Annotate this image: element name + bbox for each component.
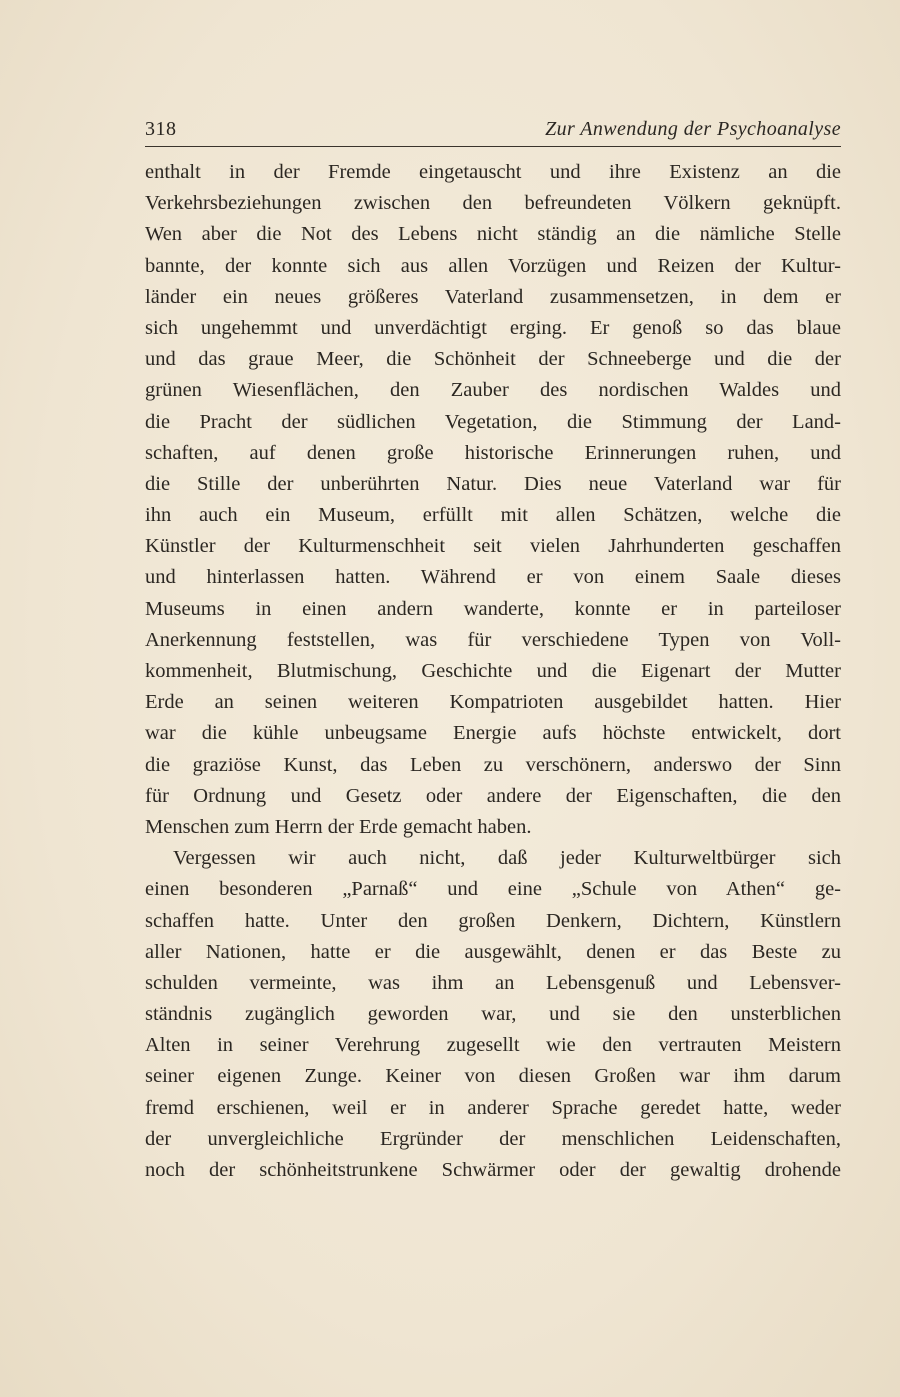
text-line: ständnis zugänglich geworden war, und sie den unsterblichen [145, 1003, 841, 1026]
text-line: seiner eigenen Zunge. Keiner von diesen Großen war ihm darum [145, 1065, 841, 1088]
text-line: die graziöse Kunst, das Leben zu verschönern, anderswo der Sinn [145, 753, 841, 776]
text-line: einen besonderen „Parnaß“ und eine „Schule von Athen“ ge- [145, 878, 841, 901]
text-line: enthalt in der Fremde eingetauscht und ihre Existenz an die [145, 161, 841, 183]
text-line: länder ein neues größeres Vaterland zusammensetzen, in dem er [145, 285, 841, 308]
text-line: der unvergleichliche Ergründer der menschlichen Leidenschaften, [145, 1127, 841, 1150]
text-line: fremd erschienen, weil er in anderer Sprache geredet hatte, weder [145, 1096, 841, 1119]
text-line: bannte, der konnte sich aus allen Vorzügen und Reizen der Kultur- [145, 254, 841, 277]
text-line: Verkehrsbeziehungen zwischen den befreundeten Völkern geknüpft. [145, 192, 841, 215]
text-line: Wen aber die Not des Lebens nicht ständig an die nämliche Stelle [145, 223, 841, 246]
running-head [145, 116, 841, 147]
text-line: Anerkennung feststellen, was für verschiedene Typen von Voll- [145, 628, 841, 651]
text-line: ihn auch ein Museum, erfüllt mit allen Schätzen, welche die [145, 504, 841, 527]
text-line: schaffen hatte. Unter den großen Denkern, Dichtern, Künstlern [145, 909, 841, 932]
paragraph-end-line: Menschen zum Herrn der Erde gemacht haben. [145, 815, 532, 838]
text-line: schaften, auf denen große historische Erinnerungen ruhen, und [145, 441, 841, 464]
text-line: schulden vermeinte, was ihm an Lebensgenuß und Lebensver- [145, 971, 841, 994]
text-line: grünen Wiesenflächen, den Zauber des nordischen Waldes und [145, 379, 841, 402]
text-line: die Pracht der südlichen Vegetation, die Stimmung der Land- [145, 410, 841, 433]
page-number: 318 [145, 118, 177, 140]
text-line: Erde an seinen weiteren Kompatrioten ausgebildet hatten. Hier [145, 691, 841, 714]
text-line: kommenheit, Blutmischung, Geschichte und die Eigenart der Mutter [145, 660, 841, 682]
text-line: und das graue Meer, die Schönheit der Schneeberge und die der [145, 348, 841, 371]
text-line: die Stille der unberührten Natur. Dies neue Vaterland war für [145, 472, 841, 495]
text-line: Künstler der Kulturmenschheit seit vielen Jahrhunderten geschaffen [145, 535, 841, 558]
text-line: sich ungehemmt und unverdächtigt erging. Er genoß so das blaue [145, 316, 841, 339]
text-line: für Ordnung und Gesetz oder andere der Eigenschaften, die den [145, 784, 841, 807]
paragraph-start-line: Vergessen wir auch nicht, daß jeder Kulturweltbürger sich [173, 847, 841, 870]
body-text [145, 157, 841, 1186]
text-line: Museums in einen andern wanderte, konnte er in parteiloser [145, 597, 841, 620]
text-line: noch der schönheitstrunkene Schwärmer oder der gewaltig drohende [145, 1159, 841, 1181]
running-title: Zur Anwendung der Psychoanalyse [545, 118, 841, 140]
text-line: aller Nationen, hatte er die ausgewählt, denen er das Beste zu [145, 940, 841, 963]
text-line: war die kühle unbeugsame Energie aufs höchste entwickelt, dort [145, 722, 841, 745]
text-line: und hinterlassen hatten. Während er von einem Saale dieses [145, 566, 841, 589]
text-line: Alten in seiner Verehrung zugesellt wie den vertrauten Meistern [145, 1034, 841, 1057]
